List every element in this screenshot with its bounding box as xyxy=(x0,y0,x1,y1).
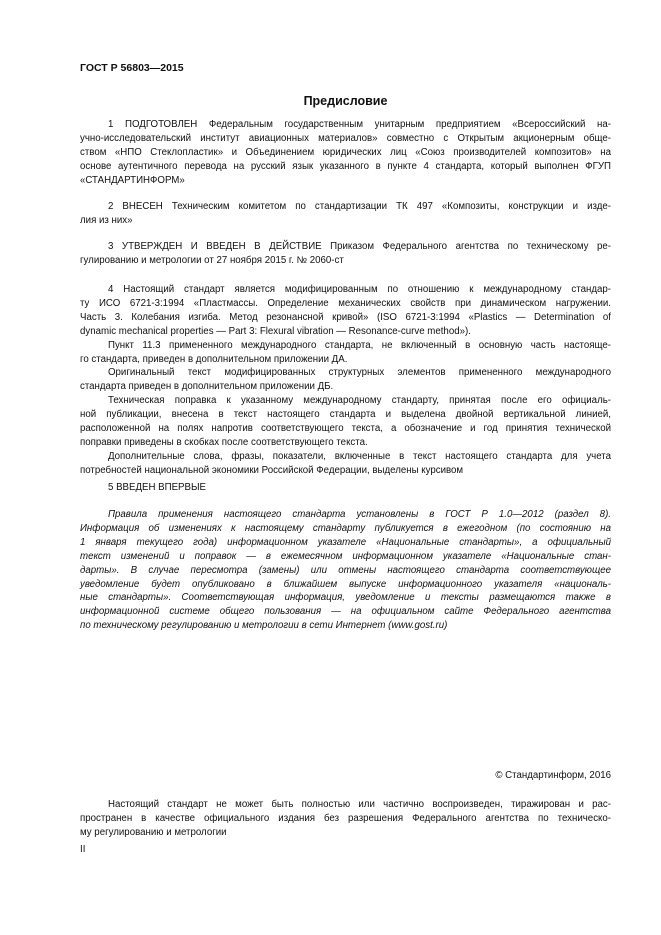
section-title: Предисловие xyxy=(303,94,388,108)
text-line: Информация об изменениях к настоящему стандарту публикуется в ежегодном (по состоянию на xyxy=(80,522,611,534)
text-line: лия из них» xyxy=(80,214,133,226)
item-1-paragraph xyxy=(80,118,611,188)
text-line: стандарта приведен в дополнительном приложении ДБ. xyxy=(80,381,334,393)
text-line: Пункт 11.3 примененного международного стандарта, не включенный в основную часть настояще- xyxy=(108,339,611,351)
text-line: Настоящий стандарт не может быть полностью или частично воспроизведен, тиражирован и рас- xyxy=(108,799,611,810)
item-2-paragraph xyxy=(80,200,611,228)
text-line: пространен в качестве официального издания без разрешения Федерального агентства по техническо- xyxy=(80,812,611,824)
text-line: 2 ВНЕСЕН Техническим комитетом по стандартизации ТК 497 «Композиты, конструкции и изде- xyxy=(108,201,611,212)
text-line: 5 ВВЕДЕН ВПЕРВЫЕ xyxy=(108,482,207,493)
text-line: «СТАНДАРТИНФОРМ» xyxy=(80,174,185,186)
text-line: ту ИСО 6721-3:1994 «Пластмассы. Определение механических свойств при динамическом нагружении. xyxy=(80,297,611,309)
text-line: Правила применения настоящего стандарта установлены в ГОСТ Р 1.0—2012 (раздел 8). xyxy=(108,509,611,520)
text-line: расположенной на полях напротив соответствующего текста, а обозначение и год принятия технической xyxy=(80,423,611,435)
text-line: Оригинальный текст модифицированных структурных элементов примененного международного xyxy=(108,367,611,379)
text-line: потребностей национальной экономики Российской Федерации, выделены курсивом xyxy=(80,464,464,476)
text-line: ные стандарты». Соответствующая информация, уведомление и тексты размещаются также в xyxy=(80,592,611,604)
standard-header: ГОСТ Р 56803—2015 xyxy=(80,62,184,74)
text-line: учно-исследовательский институт авиационных материалов» совместно с Открытым акционерным обще- xyxy=(80,132,611,144)
text-line: го стандарта, приведен в дополнительном приложении ДА. xyxy=(80,353,348,365)
text-line: му регулированию и метрологии xyxy=(80,826,227,838)
text-line: дарты». В случае пересмотра (замены) или отмены настоящего стандарта соответствующее xyxy=(80,564,611,576)
text-line: ством «НПО Стеклопластик» и Объединением юридических лиц «Союз производителей композитов» на xyxy=(80,146,611,158)
application-rules-paragraph xyxy=(80,508,611,633)
text-line: Дополнительные слова, фразы, показатели, включенные в текст настоящего стандарта для учета xyxy=(108,450,611,462)
text-line: гулированию и метрологии от 27 ноября 2015 г. № 2060-ст xyxy=(80,254,344,266)
text-line: по техническому регулированию и метрологии в сети Интернет (www.gost.ru) xyxy=(80,620,448,632)
text-line: ной публикации, внесена в текст настоящего стандарта и выделена двойной вертикальной линией, xyxy=(80,409,611,421)
text-line: 1 ПОДГОТОВЛЕН Федеральным государственным унитарным предприятием «Всероссийский на- xyxy=(108,119,611,130)
reproduction-notice xyxy=(80,798,611,840)
item-5-paragraph xyxy=(80,481,611,495)
text-line: dynamic mechanical properties — Part 3: Flexural vibration — Resonance-curve method»). xyxy=(80,325,471,337)
item-3-paragraph xyxy=(80,240,611,268)
text-line: текст изменений и поправок — в ежемесячном информационном указателе «Национальные стан- xyxy=(80,550,611,562)
text-line: 4 Настоящий стандарт является модифицированным по отношению к международному стандар- xyxy=(108,284,611,295)
text-line: основе аутентичного перевода на русский язык указанного в пункте 4 стандарта, который выполнен ФГУП xyxy=(80,160,611,172)
text-line: информационной системе общего пользования — на официальном сайте Федерального агентства xyxy=(80,606,611,618)
text-line: поправки приведены в скобках после соответствующего текста. xyxy=(80,436,368,448)
text-line: Часть 3. Колебания изгиба. Метод резонансной кривой» (ISO 6721-3:1994 «Plastics — Determination of xyxy=(80,311,611,323)
item-4-paragraph xyxy=(80,283,611,478)
text-line: 3 УТВЕРЖДЕН И ВВЕДЕН В ДЕЙСТВИЕ Приказом Федерального агентства по техническому ре- xyxy=(108,241,611,252)
text-line: Техническая поправка к указанному международному стандарту, принятая после его официаль- xyxy=(108,395,611,407)
copyright-notice: © Стандартинформ, 2016 xyxy=(495,770,611,781)
text-line: уведомление будет опубликовано в ближайшем выпуске информационного указателя «националь- xyxy=(80,578,611,590)
text-line: 1 января текущего года) информационном указателе «Национальные стандарты», а официальный xyxy=(80,536,611,548)
page-number: II xyxy=(80,844,86,855)
